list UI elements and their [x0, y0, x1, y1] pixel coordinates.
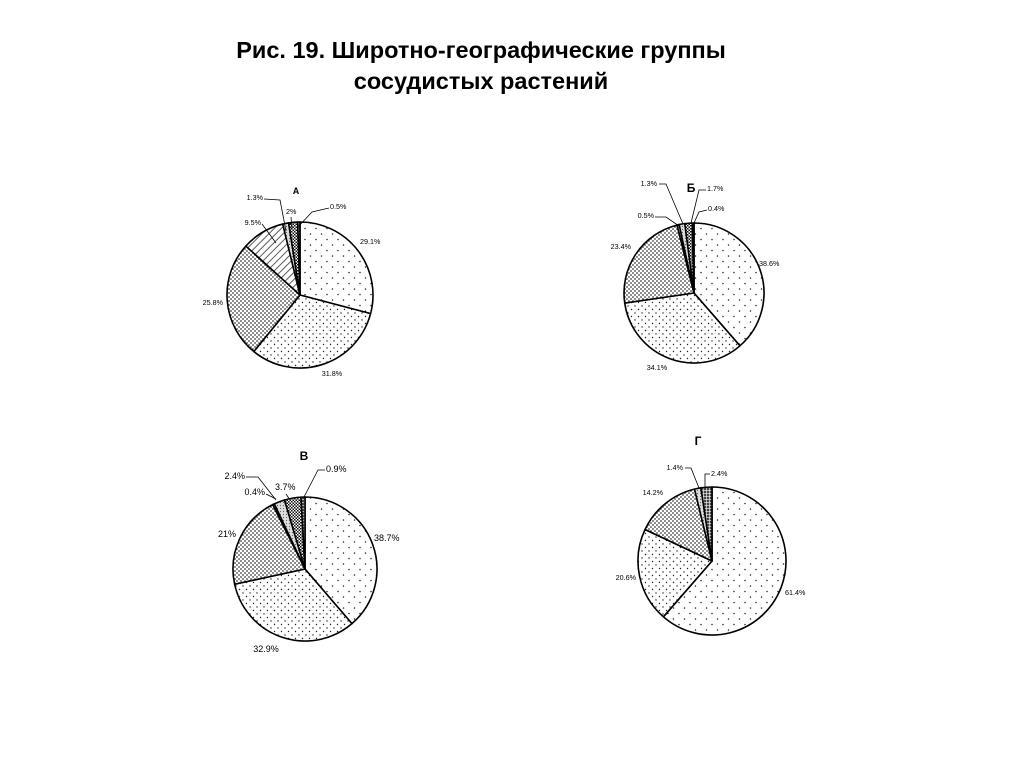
pie-chart-1 — [203, 186, 381, 378]
data-label: 0.5% — [637, 211, 654, 220]
leader-line — [705, 474, 710, 488]
leader-line — [655, 217, 679, 226]
data-label: 61.4% — [785, 588, 806, 597]
data-label: 29.1% — [360, 237, 381, 246]
data-label: 38.7% — [374, 533, 400, 543]
data-label: 21% — [217, 529, 236, 539]
data-label: 38.6% — [759, 259, 780, 268]
data-label: 14.2% — [642, 488, 663, 497]
data-label: 25.8% — [202, 298, 223, 307]
data-label: 0.4% — [708, 204, 725, 213]
leader-line — [694, 210, 707, 223]
data-label: 2.4% — [711, 469, 728, 478]
data-label: 1.3% — [640, 179, 657, 188]
data-label: 1.4% — [666, 463, 683, 472]
pie-chart-4 — [616, 434, 806, 635]
pie-chart-title: В — [299, 449, 309, 463]
data-label: 32.9% — [253, 644, 279, 654]
data-label: 1.7% — [707, 184, 724, 193]
data-label: 0.5% — [330, 202, 347, 211]
pie-chart-title: Б — [686, 181, 696, 195]
data-label: 3.7% — [275, 482, 296, 492]
pie-chart-title: А — [292, 186, 300, 196]
pie-chart-title: Г — [694, 434, 702, 448]
leader-line — [304, 470, 325, 497]
data-label: 34.1% — [646, 363, 668, 372]
figure-title-line-1: Рис. 19. Широтно-географические группы — [236, 37, 726, 63]
data-label: 2.4% — [224, 471, 245, 481]
data-label: 0.9% — [326, 464, 347, 474]
data-label: 2% — [286, 207, 297, 216]
data-label: 31.8% — [321, 369, 343, 378]
figure-title-line-2: сосудистых растений — [353, 68, 609, 94]
pie-chart-2 — [611, 179, 780, 372]
leader-line — [685, 468, 699, 488]
pie-chart-3 — [218, 449, 400, 654]
data-label: 20.6% — [615, 573, 636, 582]
leader-line — [659, 184, 683, 224]
data-label: 1.3% — [246, 193, 263, 202]
data-label: 0.4% — [244, 487, 265, 497]
data-label: 9.5% — [244, 218, 261, 227]
data-label: 23.4% — [610, 242, 631, 251]
